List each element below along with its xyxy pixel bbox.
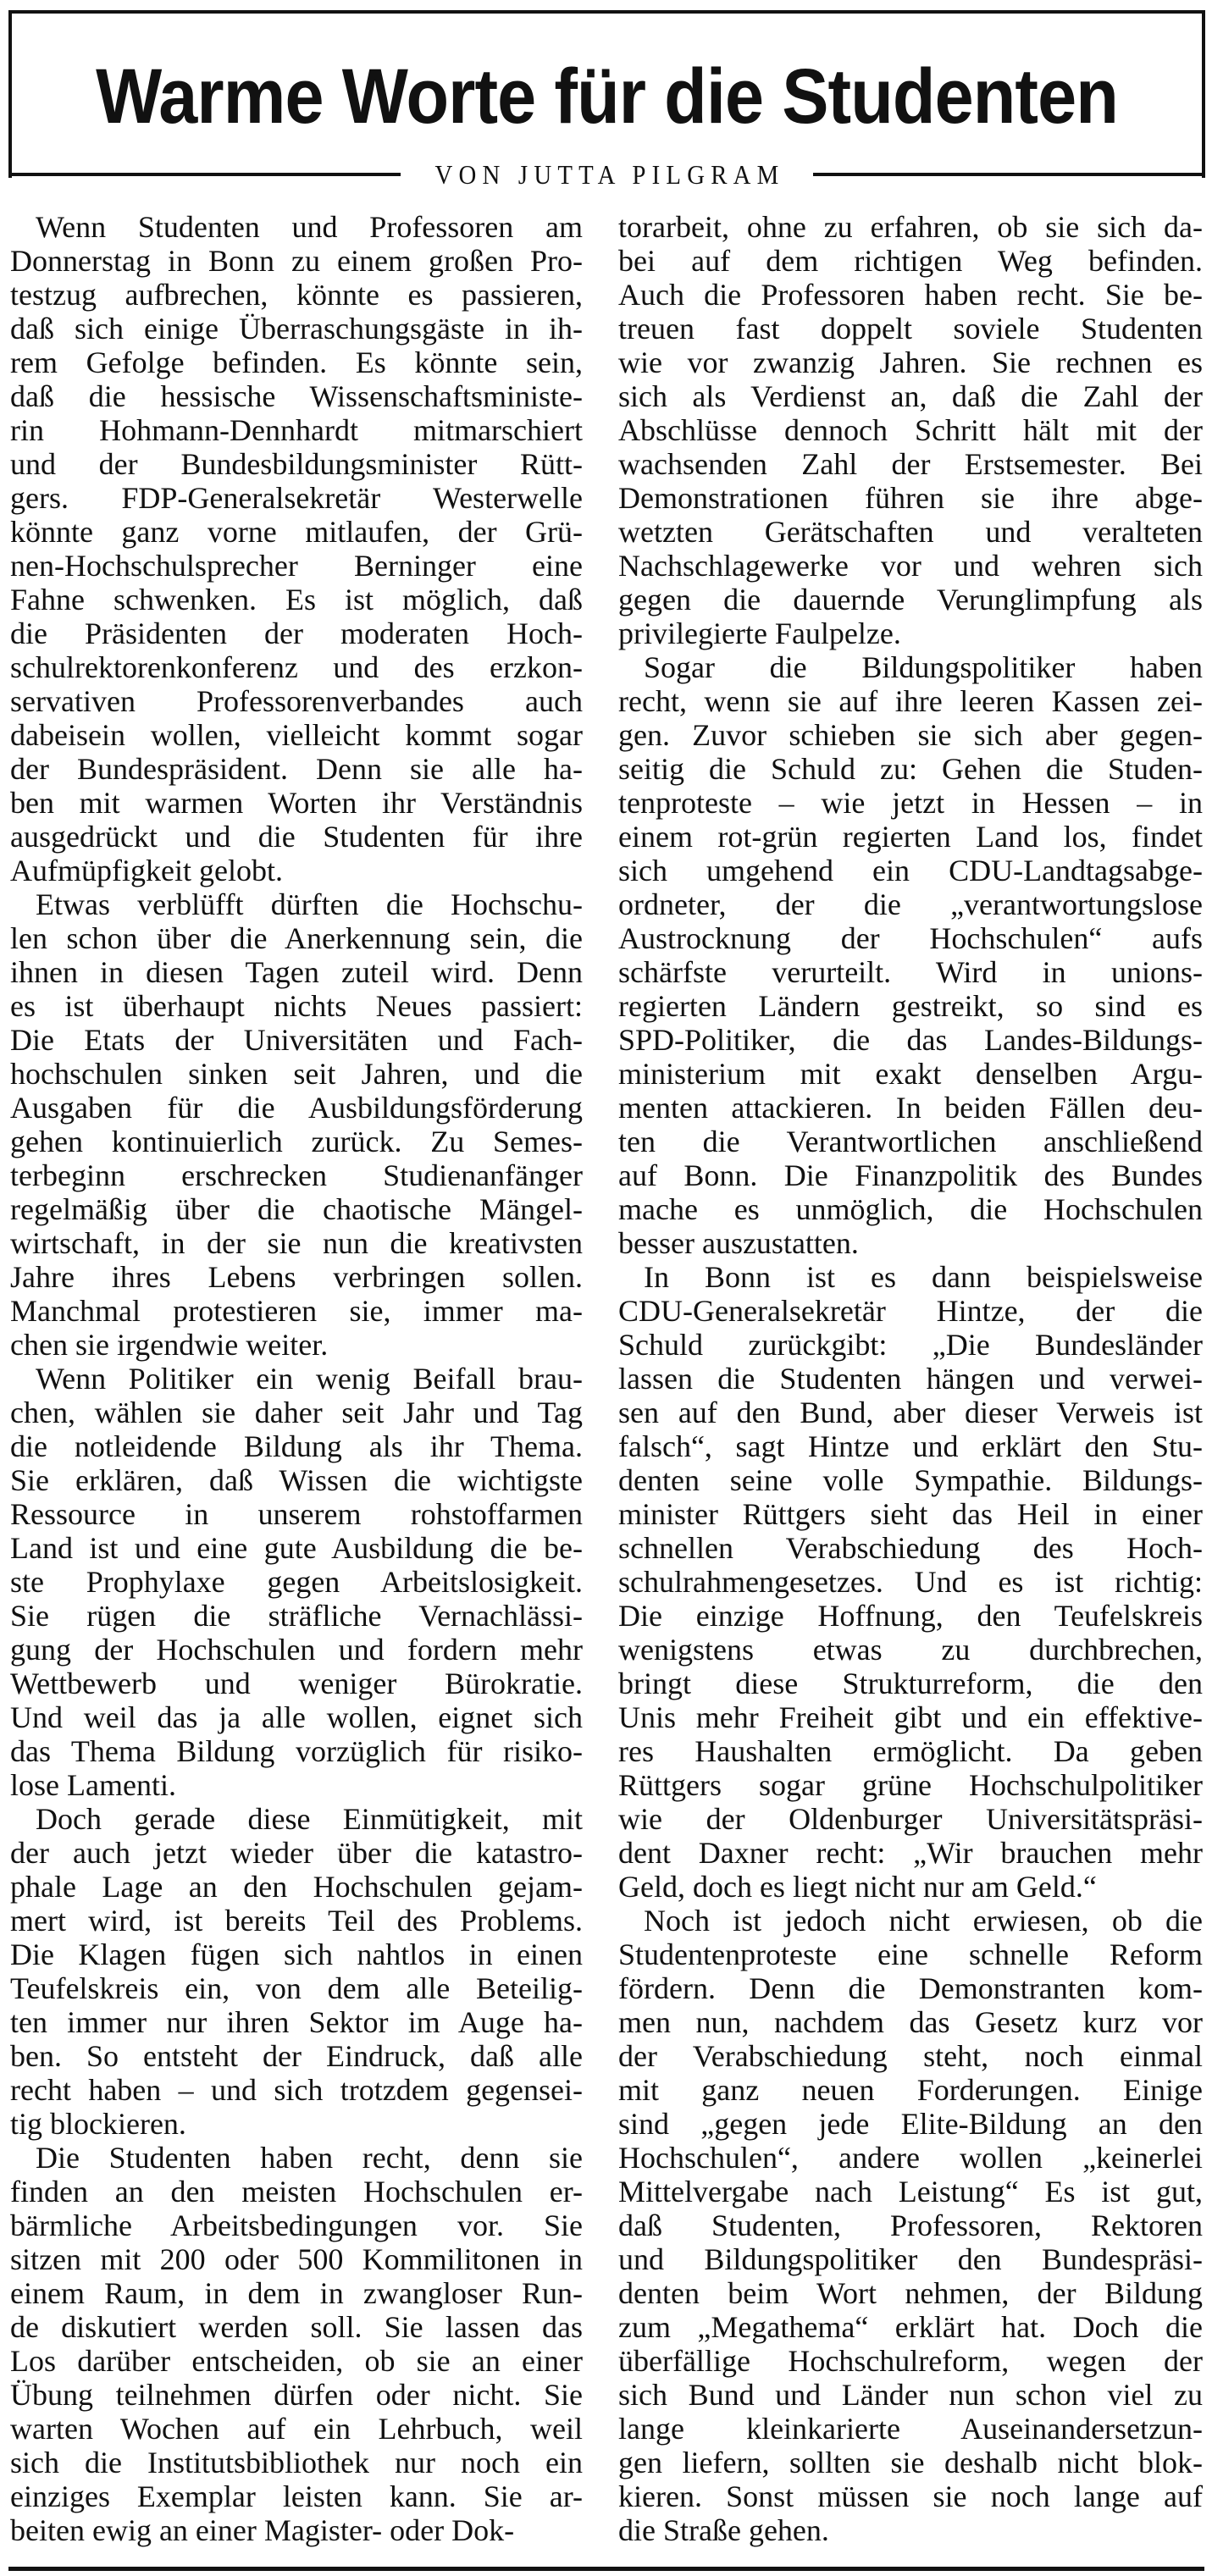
text-line: Manchmal protestieren sie, immer ma- xyxy=(10,1294,583,1328)
text-line: mit ganz neuen Forderungen. Einige xyxy=(618,2073,1203,2107)
text-line: sich umgehend ein CDU-Landtagsabge- xyxy=(618,854,1203,887)
text-line: mache es unmöglich, die Hochschulen xyxy=(618,1192,1203,1226)
bottom-rule xyxy=(8,2567,1204,2571)
text-line: daß die hessische Wissenschaftsministe- xyxy=(10,379,583,413)
text-line: Demonstrationen führen sie ihre abge- xyxy=(618,481,1203,515)
text-line: recht haben – und sich trotzdem gegensei- xyxy=(10,2073,583,2107)
paragraph xyxy=(10,1802,583,2141)
text-line: warten Wochen auf ein Lehrbuch, weil xyxy=(10,2412,583,2446)
text-line: Land ist und eine gute Ausbildung die be- xyxy=(10,1531,583,1565)
text-line: sich als Verdienst an, daß die Zahl der xyxy=(618,379,1203,413)
text-line: rin Hohmann-Dennhardt mitmarschiert xyxy=(10,413,583,447)
paragraph xyxy=(618,210,1203,650)
text-line: bärmliche Arbeitsbedingungen vor. Sie xyxy=(10,2208,583,2242)
text-line: Nachschlagewerke vor und wehren sich xyxy=(618,549,1203,583)
text-line: sich Bund und Länder nun schon viel zu xyxy=(618,2378,1203,2412)
text-line: Wettbewerb und weniger Bürokratie. xyxy=(10,1667,583,1700)
text-line: besser auszustatten. xyxy=(618,1226,859,1260)
text-line: Ausgaben für die Ausbildungsförderung xyxy=(10,1091,583,1125)
text-line: Doch gerade diese Einmütigkeit, mit xyxy=(36,1802,583,1836)
headline: Warme Worte für die Studenten xyxy=(96,53,1118,140)
text-line: mert wird, ist bereits Teil des Problems. xyxy=(10,1904,583,1938)
text-line: denten seine volle Sympathie. Bildungs- xyxy=(618,1463,1203,1497)
text-line: In Bonn ist es dann beispielsweise xyxy=(644,1260,1203,1294)
text-line: recht, wenn sie auf ihre leeren Kassen zei- xyxy=(618,684,1203,718)
text-line: wachsenden Zahl der Erstsemester. Bei xyxy=(618,447,1203,481)
text-line: Sogar die Bildungspolitiker haben xyxy=(644,650,1203,684)
text-line: gegen die dauernde Verunglimpfung als xyxy=(618,583,1203,616)
text-line: Austrocknung der Hochschulen“ aufs xyxy=(618,921,1203,955)
text-line: Etwas verblüfft dürften die Hochschu- xyxy=(36,887,583,921)
headline-box xyxy=(8,10,1205,178)
text-line: gen liefern, sollten sie deshalb nicht blok- xyxy=(618,2446,1203,2479)
text-line: regelmäßig über die chaotische Mängel- xyxy=(10,1192,583,1226)
text-line: der auch jetzt wieder über die katastro- xyxy=(10,1836,583,1870)
text-line: zum „Megathema“ erklärt hat. Doch die xyxy=(618,2310,1203,2344)
text-line: Aufmüpfigkeit gelobt. xyxy=(10,854,283,887)
paragraph xyxy=(10,210,583,887)
byline-rule-right xyxy=(813,173,1205,176)
text-line: len schon über die Anerkennung sein, die xyxy=(10,921,583,955)
text-line: es ist überhaupt nichts Neues passiert: xyxy=(10,989,583,1023)
text-line: ten immer nur ihren Sektor im Auge ha- xyxy=(10,2005,583,2039)
text-line: ausgedrückt und die Studenten für ihre xyxy=(10,820,583,854)
text-line: terbeginn erschrecken Studienanfänger xyxy=(10,1158,583,1192)
text-line: ihnen in diesen Tagen zuteil wird. Denn xyxy=(10,955,583,989)
text-line: Wenn Studenten und Professoren am xyxy=(36,210,583,244)
paragraph xyxy=(10,887,583,1362)
text-line: ste Prophylaxe gegen Arbeitslosigkeit. xyxy=(10,1565,583,1599)
text-line: einem rot-grün regierten Land los, findet xyxy=(618,820,1203,854)
text-line: die Präsidenten der moderaten Hoch- xyxy=(10,616,583,650)
text-line: rem Gefolge befinden. Es könnte sein, xyxy=(10,345,583,379)
text-line: Geld, doch es liegt nicht nur am Geld.“ xyxy=(618,1870,1097,1904)
text-line: wenigstens etwas zu durchbrechen, xyxy=(618,1633,1203,1667)
text-line: gung der Hochschulen und fordern mehr xyxy=(10,1633,583,1667)
text-line: bringt diese Strukturreform, die den xyxy=(618,1667,1203,1700)
text-line: und der Bundesbildungsminister Rütt- xyxy=(10,447,583,481)
text-line: privilegierte Faulpelze. xyxy=(618,616,901,650)
text-line: wetzten Gerätschaften und veralteten xyxy=(618,515,1203,549)
text-line: daß sich einige Überraschungsgäste in ih- xyxy=(10,312,583,345)
text-line: Hochschulen“, andere wollen „keinerlei xyxy=(618,2141,1203,2175)
text-line: überfällige Hochschulreform, wegen der xyxy=(618,2344,1203,2378)
text-line: schärfste verurteilt. Wird in unions- xyxy=(618,955,1203,989)
text-line: ben mit warmen Worten ihr Verständnis xyxy=(10,786,583,820)
text-line: Ressource in unserem rohstoffarmen xyxy=(10,1497,583,1531)
byline-row xyxy=(8,158,1205,191)
text-line: Noch ist jedoch nicht erwiesen, ob die xyxy=(644,1904,1203,1938)
text-line: Donnerstag in Bonn zu einem großen Pro- xyxy=(10,244,583,278)
paragraph xyxy=(618,650,1203,1260)
text-line: CDU-Generalsekretär Hintze, der die xyxy=(618,1294,1203,1328)
text-line: dent Daxner recht: „Wir brauchen mehr xyxy=(618,1836,1203,1870)
text-line: treuen fast doppelt soviele Studenten xyxy=(618,312,1203,345)
text-line: Studentenproteste eine schnelle Reform xyxy=(618,1938,1203,1971)
paragraph xyxy=(10,2141,583,2547)
text-line: die notleidende Bildung als ihr Thema. xyxy=(10,1429,583,1463)
text-line: Übung teilnehmen dürfen oder nicht. Sie xyxy=(10,2378,583,2412)
text-line: res Haushalten ermöglicht. Da geben xyxy=(618,1734,1203,1768)
paragraph xyxy=(10,1362,583,1802)
text-line: Die Etats der Universitäten und Fach- xyxy=(10,1023,583,1057)
text-line: Sie erklären, daß Wissen die wichtigste xyxy=(10,1463,583,1497)
text-line: chen, wählen sie daher seit Jahr und Tag xyxy=(10,1396,583,1429)
text-line: schulrahmengesetzes. Und es ist richtig: xyxy=(618,1565,1203,1599)
text-line: ministerium mit exakt denselben Argu- xyxy=(618,1057,1203,1091)
text-line: Wenn Politiker ein wenig Beifall brau- xyxy=(36,1362,583,1396)
text-line: bei auf dem richtigen Weg befinden. xyxy=(618,244,1203,278)
text-line: beiten ewig an einer Magister- oder Dok- xyxy=(10,2513,515,2547)
text-line: Fahne schwenken. Es ist möglich, daß xyxy=(10,583,583,616)
text-line: gers. FDP-Generalsekretär Westerwelle xyxy=(10,481,583,515)
text-line: Schuld zurückgibt: „Die Bundesländer xyxy=(618,1328,1203,1362)
text-line: daß Studenten, Professoren, Rektoren xyxy=(618,2208,1203,2242)
text-line: minister Rüttgers sieht das Heil in einer xyxy=(618,1497,1203,1531)
text-line: könnte ganz vorne mitlaufen, der Grü- xyxy=(10,515,583,549)
text-line: de diskutiert werden soll. Sie lassen das xyxy=(10,2310,583,2344)
text-line: sen auf den Bund, aber dieser Verweis ist xyxy=(618,1396,1203,1429)
text-line: ben. So entsteht der Eindruck, daß alle xyxy=(10,2039,583,2073)
text-line: Sie rügen die sträfliche Vernachlässi- xyxy=(10,1599,583,1633)
text-line: hochschulen sinken seit Jahren, und die xyxy=(10,1057,583,1091)
text-line: chen sie irgendwie weiter. xyxy=(10,1328,329,1362)
article-column-left xyxy=(10,210,583,2547)
text-line: men nun, nachdem das Gesetz kurz vor xyxy=(618,2005,1203,2039)
byline-rule-left xyxy=(8,173,401,176)
text-line: Rüttgers sogar grüne Hochschulpolitiker xyxy=(618,1768,1203,1802)
text-line: wirtschaft, in der sie nun die kreativsten xyxy=(10,1226,583,1260)
text-line: denten beim Wort nehmen, der Bildung xyxy=(618,2276,1203,2310)
text-line: lassen die Studenten hängen und verwei- xyxy=(618,1362,1203,1396)
text-line: Mittelvergabe nach Leistung“ Es ist gut, xyxy=(618,2175,1203,2208)
text-line: schulrektorenkonferenz und des erzkon- xyxy=(10,650,583,684)
text-line: fördern. Denn die Demonstranten kom- xyxy=(618,1971,1203,2005)
text-line: Auch die Professoren haben recht. Sie be- xyxy=(618,278,1203,312)
text-line: sich die Institutsbibliothek nur noch ein xyxy=(10,2446,583,2479)
text-line: Die Studenten haben recht, denn sie xyxy=(36,2141,583,2175)
text-line: tig blockieren. xyxy=(10,2107,186,2141)
text-line: gen. Zuvor schieben sie sich aber gegen- xyxy=(618,718,1203,752)
text-line: Abschlüsse dennoch Schritt hält mit der xyxy=(618,413,1203,447)
text-line: der Bundespräsident. Denn sie alle ha- xyxy=(10,752,583,786)
text-line: einziges Exemplar leisten kann. Sie ar- xyxy=(10,2479,583,2513)
text-line: seitig die Schuld zu: Gehen die Studen- xyxy=(618,752,1203,786)
text-line: der Verabschiedung steht, noch einmal xyxy=(618,2039,1203,2073)
text-line: ten die Verantwortlichen anschließend xyxy=(618,1125,1203,1158)
text-line: auf Bonn. Die Finanzpolitik des Bundes xyxy=(618,1158,1203,1192)
text-line: und Bildungspolitiker den Bundespräsi- xyxy=(618,2242,1203,2276)
text-line: einem Raum, in dem in zwangloser Run- xyxy=(10,2276,583,2310)
text-line: Jahre ihres Lebens verbringen sollen. xyxy=(10,1260,583,1294)
text-line: Los darüber entscheiden, ob sie an einer xyxy=(10,2344,583,2378)
text-line: servativen Professorenverbandes auch xyxy=(10,684,583,718)
text-line: schnellen Verabschiedung des Hoch- xyxy=(618,1531,1203,1565)
text-line: Die einzige Hoffnung, den Teufelskreis xyxy=(618,1599,1203,1633)
text-line: regierten Ländern gestreikt, so sind es xyxy=(618,989,1203,1023)
text-line: sitzen mit 200 oder 500 Kommilitonen in xyxy=(10,2242,583,2276)
paragraph xyxy=(618,1904,1203,2547)
text-line: Unis mehr Freiheit gibt und ein effektive- xyxy=(618,1700,1203,1734)
text-line: kieren. Sonst müssen sie noch lange auf xyxy=(618,2479,1203,2513)
text-line: tenproteste – wie jetzt in Hessen – in xyxy=(618,786,1203,820)
text-line: Teufelskreis ein, von dem alle Beteilig- xyxy=(10,1971,583,2005)
text-line: wie der Oldenburger Universitätspräsi- xyxy=(618,1802,1203,1836)
text-line: ordneter, der die „verantwortungslose xyxy=(618,887,1203,921)
text-line: torarbeit, ohne zu erfahren, ob sie sich da- xyxy=(618,210,1203,244)
text-line: die Straße gehen. xyxy=(618,2513,829,2547)
text-line: gehen kontinuierlich zurück. Zu Semes- xyxy=(10,1125,583,1158)
text-line: finden an den meisten Hochschulen er- xyxy=(10,2175,583,2208)
text-line: wie vor zwanzig Jahren. Sie rechnen es xyxy=(618,345,1203,379)
text-line: menten attackieren. In beiden Fällen deu- xyxy=(618,1091,1203,1125)
text-line: SPD-Politiker, die das Landes-Bildungs- xyxy=(618,1023,1203,1057)
paragraph xyxy=(618,1260,1203,1904)
text-line: dabeisein wollen, vielleicht kommt sogar xyxy=(10,718,583,752)
text-line: Die Klagen fügen sich nahtlos in einen xyxy=(10,1938,583,1971)
text-line: lose Lamenti. xyxy=(10,1768,176,1802)
text-line: Und weil das ja alle wollen, eignet sich xyxy=(10,1700,583,1734)
text-line: testzug aufbrechen, könnte es passieren, xyxy=(10,278,583,312)
text-line: falsch“, sagt Hintze und erklärt den Stu- xyxy=(618,1429,1203,1463)
text-line: das Thema Bildung vorzüglich für risiko- xyxy=(10,1734,583,1768)
text-line: lange kleinkarierte Auseinandersetzun- xyxy=(618,2412,1203,2446)
text-line: sind „gegen jede Elite-Bildung an den xyxy=(618,2107,1203,2141)
article-column-right xyxy=(618,210,1203,2547)
text-line: phale Lage an den Hochschulen gejam- xyxy=(10,1870,583,1904)
text-line: nen-Hochschulsprecher Berninger eine xyxy=(10,549,583,583)
byline: VON JUTTA PILGRAM xyxy=(434,158,785,190)
